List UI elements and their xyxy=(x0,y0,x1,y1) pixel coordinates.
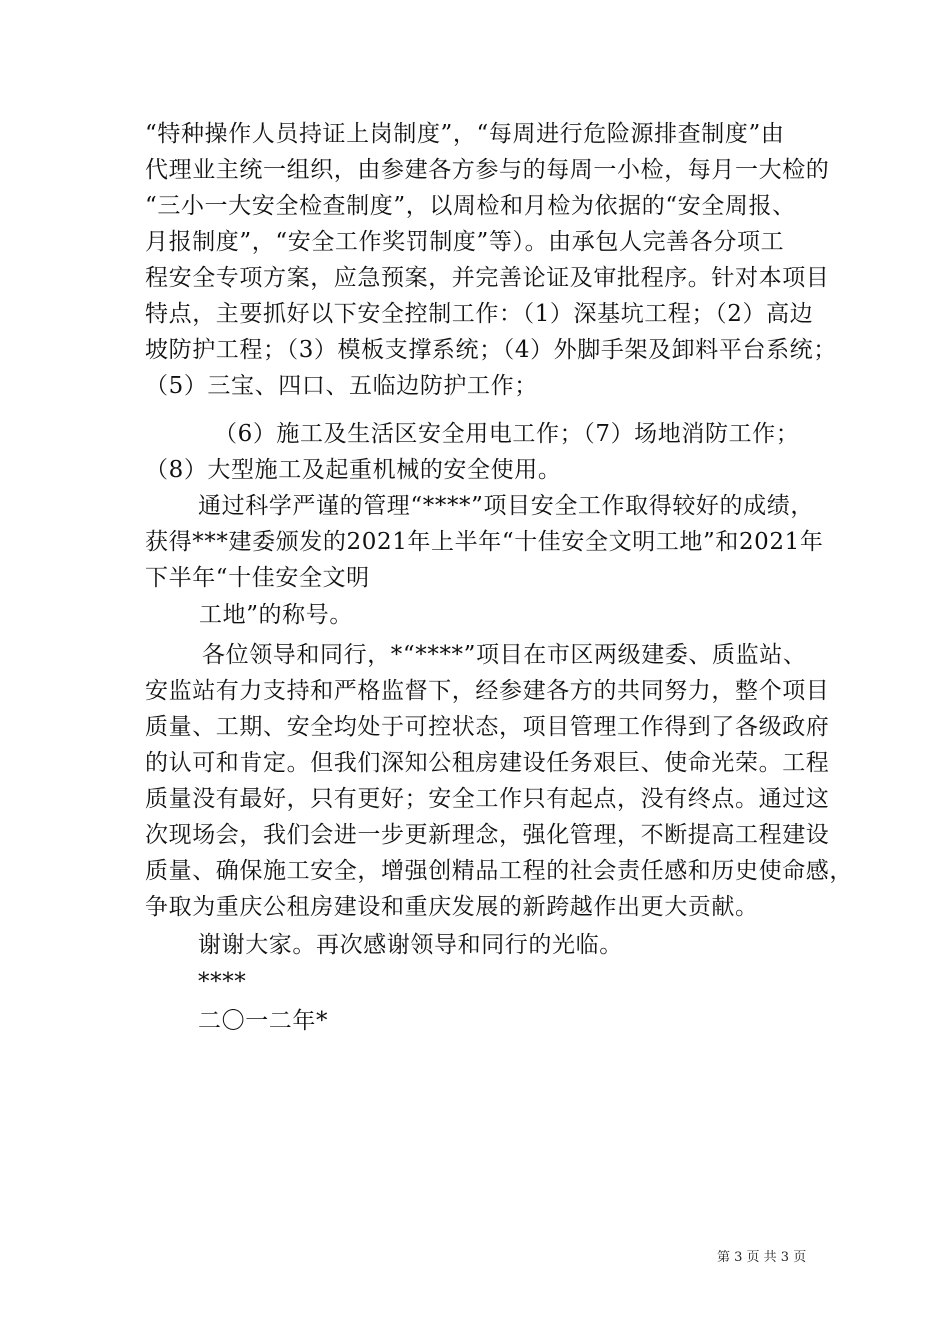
text-line: 质量没有最好，只有更好；安全工作只有起点，没有终点。通过这 xyxy=(145,786,830,812)
text-line: 获得***建委颁发的2021年上半年“十佳安全文明工地”和2021年 xyxy=(145,529,824,555)
text-line: 的认可和肯定。但我们深知公租房建设任务艰巨、使命光荣。工程 xyxy=(145,750,830,776)
text-line: 次现场会，我们会进一步更新理念，强化管理，不断提高工程建设 xyxy=(145,822,830,848)
paragraph-start: 各位领导和同行，*“****”项目在市区两级建委、质监站、 xyxy=(202,642,807,668)
text-line: 下半年“十佳安全文明 xyxy=(145,565,370,591)
text-line: 月报制度”，“安全工作奖罚制度”等）。由承包人完善各分项工 xyxy=(145,229,785,255)
text-line: 争取为重庆公租房建设和重庆发展的新跨越作出更大贡献。 xyxy=(145,894,759,920)
text-line: 程安全专项方案，应急预案，并完善论证及审批程序。针对本项目 xyxy=(145,265,830,291)
text-line: （6）施工及生活区安全用电工作；（7）场地消防工作； xyxy=(214,421,800,447)
text-line: “三小一大安全检查制度”，以周检和月检为依据的“安全周报、 xyxy=(145,193,796,219)
text-line: 代理业主统一组织，由参建各方参与的每周一小检，每月一大检的 xyxy=(145,157,830,183)
closing-line: 谢谢大家。再次感谢领导和同行的光临。 xyxy=(198,932,623,958)
signature-date: 二〇一二年* xyxy=(198,1008,329,1034)
text-line: 质量、工期、安全均处于可控状态，项目管理工作得到了各级政府 xyxy=(145,714,830,740)
page-number-footer: 第 3 页 共 3 页 xyxy=(717,1250,807,1265)
text-line: 工地”的称号。 xyxy=(199,602,353,628)
paragraph-start: 通过科学严谨的管理“****”项目安全工作取得较好的成绩， xyxy=(198,493,814,519)
text-line: （5）三宝、四口、五临边防护工作； xyxy=(145,373,538,399)
text-line: “特种操作人员持证上岗制度”，“每周进行危险源排查制度”由 xyxy=(145,121,785,147)
text-line: 质量、确保施工安全，增强创精品工程的社会责任感和历史使命感， xyxy=(145,858,853,884)
text-line: （8）大型施工及起重机械的安全使用。 xyxy=(145,457,562,483)
signature-name: **** xyxy=(198,969,247,995)
text-line: 特点，主要抓好以下安全控制工作：（1）深基坑工程；（2）高边 xyxy=(145,301,814,327)
text-line: 安监站有力支持和严格监督下，经参建各方的共同努力，整个项目 xyxy=(145,678,830,704)
text-line: 坡防护工程；（3）模板支撑系统；（4）外脚手架及卸料平台系统； xyxy=(145,337,837,363)
